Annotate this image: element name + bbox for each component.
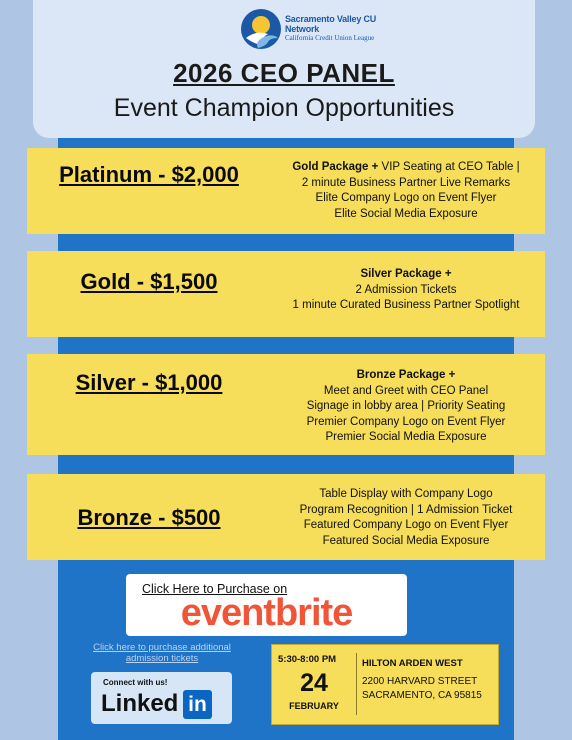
- tier-name: Platinum - $2,000: [59, 162, 239, 187]
- tier-line: 2 Admission Tickets: [355, 283, 457, 296]
- tier-line: Table Display with Company Logo: [319, 488, 493, 500]
- event-divider: [356, 653, 357, 715]
- event-day: 24: [300, 669, 328, 697]
- event-venue: HILTON ARDEN WEST: [362, 658, 463, 669]
- page-title: 2026 CEO PANEL: [173, 58, 395, 88]
- tier-line: Featured Social Media Exposure: [322, 534, 490, 547]
- tier-platinum: [27, 148, 545, 234]
- tier-lead: Bronze Package +: [356, 369, 456, 381]
- tier-bronze: [27, 474, 545, 560]
- tier-line: Premier Company Logo on Event Flyer: [306, 415, 506, 428]
- tier-line: Premier Social Media Exposure: [325, 431, 487, 443]
- event-address-line2: SACRAMENTO, CA 95815: [362, 690, 482, 701]
- logo-name: Sacramento Valley CU Network: [285, 14, 377, 35]
- tier-name: Silver - $1,000: [75, 370, 223, 395]
- tier-description: [267, 160, 545, 222]
- header-card: [33, 0, 535, 138]
- tier-gold: [27, 251, 545, 337]
- tier-line: Elite Social Media Exposure: [334, 207, 478, 220]
- tier-description: [267, 487, 545, 549]
- linkedin-button[interactable]: [91, 672, 232, 724]
- tier-line: Signage in lobby area | Priority Seating: [306, 400, 506, 412]
- tier-silver: [27, 354, 545, 455]
- logo-subtitle: California Credit Union League: [285, 34, 375, 43]
- tier-name: Bronze - $500: [77, 505, 221, 530]
- network-logo: [240, 8, 410, 50]
- tier-line: Featured Company Logo on Event Flyer: [303, 519, 509, 531]
- linkedin-in-icon: in: [183, 690, 212, 719]
- tier-line: VIP Seating at CEO Table |: [378, 161, 520, 173]
- event-address-line1: 2200 HARVARD STREET: [362, 676, 478, 687]
- purchase-link-text[interactable]: Click Here to Purchase on: [142, 582, 288, 596]
- tier-lead: Silver Package +: [360, 268, 452, 280]
- linkedin-connect-text: Connect with us!: [103, 678, 168, 687]
- tier-line: Meet and Greet with CEO Panel: [323, 384, 489, 397]
- event-month: FEBRUARY: [289, 701, 339, 711]
- linkedin-wordmark: Linked: [101, 690, 179, 717]
- tier-lead: Gold Package +: [292, 161, 379, 173]
- tier-line: Program Recognition | 1 Admission Ticket: [299, 503, 513, 516]
- tier-line: Elite Company Logo on Event Flyer: [315, 192, 497, 204]
- event-time: 5:30-8:00 PM: [278, 654, 337, 665]
- tier-name: Gold - $1,500: [80, 269, 218, 294]
- logo-river-sun-icon: [240, 8, 282, 50]
- tier-description: [267, 368, 545, 446]
- event-details-card: [271, 644, 499, 725]
- eventbrite-purchase-button[interactable]: [126, 574, 407, 636]
- eventbrite-logo: eventbrite: [180, 592, 353, 634]
- event-address: [362, 675, 482, 703]
- tier-line: 1 minute Curated Business Partner Spotlight: [292, 299, 520, 311]
- tier-line: 2 minute Business Partner Live Remarks: [301, 176, 511, 189]
- page-subtitle: Event Champion Opportunities: [113, 94, 455, 122]
- additional-tickets-link[interactable]: Click here to purchase additional admission tickets: [93, 642, 231, 664]
- tier-description: [267, 267, 545, 314]
